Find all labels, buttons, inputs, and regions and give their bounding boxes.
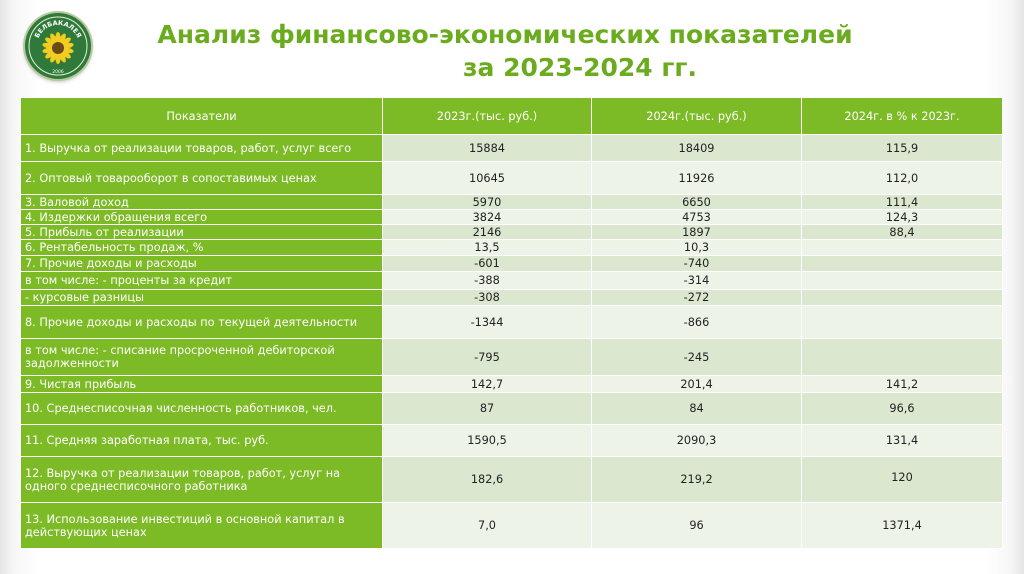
cell-2023: 1590,5 [383, 425, 592, 457]
cell-percent: 131,4 [802, 425, 1003, 457]
table-row [21, 339, 1003, 376]
row-label: 12. Выручка от реализации товаров, работ, услуг на одного среднесписочного работника [21, 457, 383, 503]
cell-2024: -245 [592, 339, 802, 376]
row-label: 8. Прочие доходы и расходы по текущей деятельности [21, 306, 383, 339]
cell-2023: 13,5 [383, 240, 592, 256]
cell-percent [802, 306, 1003, 339]
cell-percent: 112,0 [802, 162, 1003, 195]
page-title [100, 18, 1000, 84]
cell-2023: -795 [383, 339, 592, 376]
table-row [21, 290, 1003, 306]
cell-2024: 219,2 [592, 457, 802, 503]
header-2024: 2024г.(тыс. руб.) [592, 98, 802, 135]
header-percent: 2024г. в % к 2023г. [802, 98, 1003, 135]
cell-percent: 96,6 [802, 393, 1003, 425]
cell-percent: 120 [802, 457, 1003, 503]
row-label: 10. Среднесписочная численность работников, чел. [21, 393, 383, 425]
cell-2024: 2090,3 [592, 425, 802, 457]
cell-2023: 10645 [383, 162, 592, 195]
cell-2024: 201,4 [592, 376, 802, 393]
cell-2024: -314 [592, 272, 802, 290]
cell-2023: 7,0 [383, 503, 592, 549]
cell-2024: -740 [592, 256, 802, 272]
title-line-2: за 2023-2024 гг. [463, 53, 697, 82]
cell-2023: -601 [383, 256, 592, 272]
cell-percent: 124,3 [802, 210, 1003, 225]
cell-2024: -866 [592, 306, 802, 339]
cell-2023: 142,7 [383, 376, 592, 393]
table-row [21, 376, 1003, 393]
table-row [21, 210, 1003, 225]
cell-2023: -308 [383, 290, 592, 306]
cell-2023: 87 [383, 393, 592, 425]
table-row [21, 162, 1003, 195]
cell-percent [802, 290, 1003, 306]
row-label: 7. Прочие доходы и расходы [21, 256, 383, 272]
row-label: 4. Издержки обращения всего [21, 210, 383, 225]
cell-2023: 5970 [383, 195, 592, 210]
cell-2024: 1897 [592, 225, 802, 240]
table-row [21, 272, 1003, 290]
table-row [21, 425, 1003, 457]
svg-text:БЕЛБАКАЛЕЯ: БЕЛБАКАЛЕЯ [32, 18, 84, 40]
cell-percent [802, 339, 1003, 376]
row-label: 6. Рентабельность продаж, % [21, 240, 383, 256]
header-indicators: Показатели [21, 98, 383, 135]
cell-2024: 4753 [592, 210, 802, 225]
row-label: в том числе: - списание просроченной дебиторской задолженности [21, 339, 383, 376]
header-2023: 2023г.(тыс. руб.) [383, 98, 592, 135]
cell-2023: 182,6 [383, 457, 592, 503]
row-label: 3. Валовой доход [21, 195, 383, 210]
row-label: 1. Выручка от реализации товаров, работ, услуг всего [21, 135, 383, 162]
cell-2024: 96 [592, 503, 802, 549]
row-label: 13. Использование инвестиций в основной капитал в действующих ценах [21, 503, 383, 549]
cell-2024: 6650 [592, 195, 802, 210]
cell-percent [802, 272, 1003, 290]
table-row [21, 393, 1003, 425]
cell-2023: 2146 [383, 225, 592, 240]
row-label: - курсовые разницы [21, 290, 383, 306]
cell-2024: -272 [592, 290, 802, 306]
cell-2023: 3824 [383, 210, 592, 225]
title-line-1: Анализ финансово-экономических показателей [157, 20, 853, 49]
cell-percent: 1371,4 [802, 503, 1003, 549]
cell-percent: 88,4 [802, 225, 1003, 240]
table-row [21, 457, 1003, 503]
cell-2024: 84 [592, 393, 802, 425]
table-row [21, 195, 1003, 210]
indicators-table [20, 97, 1003, 549]
row-label: 5. Прибыль от реализации [21, 225, 383, 240]
svg-text:2006: 2006 [52, 70, 64, 75]
cell-2023: -1344 [383, 306, 592, 339]
row-label: 2. Оптовый товарооборот в сопоставимых ценах [21, 162, 383, 195]
cell-2024: 10,3 [592, 240, 802, 256]
cell-percent: 141,2 [802, 376, 1003, 393]
table-row [21, 225, 1003, 240]
cell-2023: 15884 [383, 135, 592, 162]
cell-percent: 111,4 [802, 195, 1003, 210]
cell-2024: 18409 [592, 135, 802, 162]
table-row [21, 135, 1003, 162]
row-label: 11. Средняя заработная плата, тыс. руб. [21, 425, 383, 457]
table-row [21, 306, 1003, 339]
cell-percent [802, 240, 1003, 256]
table-row [21, 240, 1003, 256]
cell-percent [802, 256, 1003, 272]
cell-2024: 11926 [592, 162, 802, 195]
cell-2023: -388 [383, 272, 592, 290]
row-label: 9. Чистая прибыль [21, 376, 383, 393]
row-label: в том числе: - проценты за кредит [21, 272, 383, 290]
cell-percent: 115,9 [802, 135, 1003, 162]
table-row [21, 256, 1003, 272]
table-header-row [21, 98, 1003, 135]
table-row [21, 503, 1003, 549]
